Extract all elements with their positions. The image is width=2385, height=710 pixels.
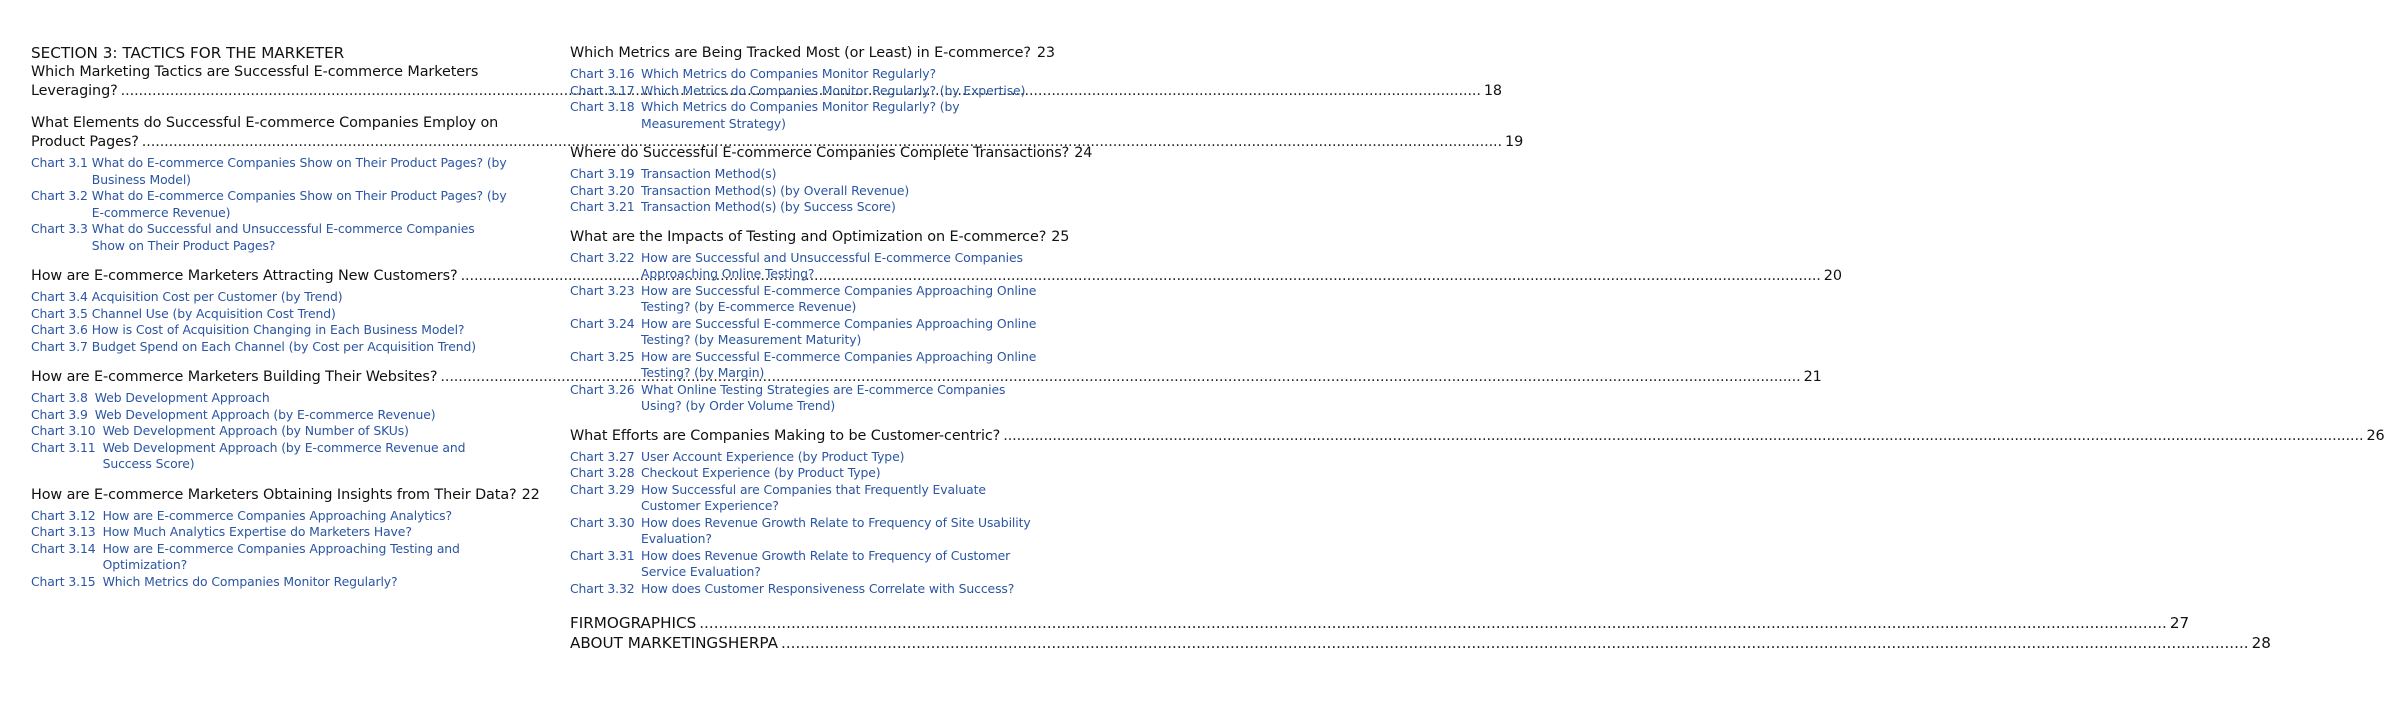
chart-entry-3-26[interactable] xyxy=(570,382,1043,415)
chart-number: Chart 3.13 xyxy=(31,524,96,539)
chart-number: Chart 3.10 xyxy=(31,423,96,438)
chart-title: Which Metrics do Companies Monitor Regularly? xyxy=(641,66,936,81)
chart-entry-3-27[interactable] xyxy=(570,449,1043,466)
chart-number: Chart 3.5 xyxy=(31,305,88,321)
chart-entry-3-1[interactable] xyxy=(31,155,509,188)
chart-number: Chart 3.29 xyxy=(570,481,635,497)
toc-heading-text: ABOUT MARKETINGSHERPA xyxy=(570,634,778,652)
chart-entry-3-20[interactable] xyxy=(570,183,1043,200)
dot-leader xyxy=(781,633,2249,653)
chart-number: Chart 3.22 xyxy=(570,249,635,265)
chart-entry-3-9[interactable] xyxy=(31,407,509,424)
chart-list xyxy=(31,289,509,355)
toc-heading-text: What Elements do Successful E-commerce Companies Employ on xyxy=(31,115,499,131)
chart-number: Chart 3.28 xyxy=(570,465,635,480)
page-number: 27 xyxy=(2169,614,2190,632)
chart-title: How are E-commerce Companies Approaching Testing and Optimization? xyxy=(102,540,460,572)
toc-heading-new-customers[interactable] xyxy=(31,267,1842,286)
chart-title: How are Successful E-commerce Companies Approaching Online Testing? (by E-commerce Revenue) xyxy=(641,282,1037,314)
chart-entry-3-32[interactable] xyxy=(570,581,1043,598)
chart-title: How does Customer Responsiveness Correlate with Success? xyxy=(641,580,1015,596)
chart-title: Checkout Experience (by Product Type) xyxy=(641,465,881,480)
chart-entry-3-6[interactable] xyxy=(31,322,509,339)
chart-title: How are Successful E-commerce Companies Approaching Online Testing? (by Margin) xyxy=(641,348,1037,380)
chart-title: What do E-commerce Companies Show on Their Product Pages? (by Business Model) xyxy=(91,155,507,187)
chart-title: How Successful are Companies that Frequently Evaluate Customer Experience? xyxy=(641,481,986,513)
toc-heading-text: Which Metrics are Being Tracked Most (or Least) in E-commerce? xyxy=(570,45,1031,61)
toc-heading-insights[interactable] xyxy=(31,486,540,505)
chart-number: Chart 3.23 xyxy=(570,282,635,298)
toc-heading-text: Where do Successful E-commerce Companies Complete Transactions? xyxy=(570,145,1070,161)
chart-list xyxy=(31,155,509,254)
chart-number: Chart 3.3 xyxy=(31,221,88,236)
chart-number: Chart 3.30 xyxy=(570,514,635,530)
chart-entry-3-15[interactable] xyxy=(31,574,509,591)
chart-entry-3-21[interactable] xyxy=(570,199,1043,216)
chart-title: How does Revenue Growth Relate to Frequency of Customer Service Evaluation? xyxy=(641,547,1011,579)
chart-entry-3-2[interactable] xyxy=(31,188,509,221)
chart-number: Chart 3.25 xyxy=(570,348,635,364)
chart-entry-3-11[interactable] xyxy=(31,440,509,473)
chart-number: Chart 3.6 xyxy=(31,322,88,337)
chart-number: Chart 3.26 xyxy=(570,381,635,397)
chart-entry-3-12[interactable] xyxy=(31,508,509,525)
chart-entry-3-18[interactable] xyxy=(570,99,1043,132)
chart-entry-3-17[interactable] xyxy=(570,83,1043,100)
chart-number: Chart 3.17 xyxy=(570,82,635,98)
chart-title: What do Successful and Unsuccessful E-commerce Companies Show on Their Product Pages? xyxy=(91,221,475,253)
chart-list xyxy=(570,166,1043,216)
chart-number: Chart 3.1 xyxy=(31,155,88,170)
toc-heading-text: What Efforts are Companies Making to be Customer-centric? xyxy=(570,427,1001,444)
chart-list xyxy=(31,508,509,591)
chart-title: Which Metrics do Companies Monitor Regularly? (by Measurement Strategy) xyxy=(641,99,960,131)
chart-number: Chart 3.8 xyxy=(31,390,88,405)
chart-title: How are Successful and Unsuccessful E-commerce Companies Approaching Online Testing? xyxy=(641,249,1023,281)
chart-number: Chart 3.2 xyxy=(31,188,88,203)
chart-list xyxy=(570,449,1043,598)
page-number: 20 xyxy=(1823,268,1842,284)
chart-title: What do E-commerce Companies Show on Their Product Pages? (by E-commerce Revenue) xyxy=(91,188,507,220)
chart-title: How are E-commerce Companies Approaching Analytics? xyxy=(102,507,452,523)
toc-heading-customer-centric[interactable] xyxy=(570,427,2385,446)
chart-number: Chart 3.18 xyxy=(570,99,635,114)
chart-entry-3-24[interactable] xyxy=(570,316,1043,349)
chart-number: Chart 3.11 xyxy=(31,439,96,455)
chart-number: Chart 3.24 xyxy=(570,315,635,331)
chart-number: Chart 3.32 xyxy=(570,580,635,596)
chart-number: Chart 3.16 xyxy=(570,66,635,81)
chart-title: Budget Spend on Each Channel (by Cost per Acquisition Trend) xyxy=(91,338,477,354)
toc-heading-websites[interactable] xyxy=(31,368,1822,387)
chart-entry-3-19[interactable] xyxy=(570,166,1043,183)
toc-entry-firmographics[interactable] xyxy=(570,613,2190,633)
toc-heading-text: How are E-commerce Marketers Building Their Websites? xyxy=(31,369,438,385)
chart-entry-3-7[interactable] xyxy=(31,339,509,356)
chart-title: Web Development Approach (by E-commerce Revenue) xyxy=(94,406,436,422)
toc-heading-testing[interactable] xyxy=(570,228,1070,247)
chart-title: Which Metrics do Companies Monitor Regularly? (by Expertise) xyxy=(641,82,1026,98)
toc-heading-text: Product Pages? xyxy=(31,134,139,150)
page-number: 25 xyxy=(1051,228,1070,245)
toc-entry-about-marketingsherpa[interactable] xyxy=(570,633,2271,653)
chart-entry-3-31[interactable] xyxy=(570,548,1043,581)
chart-entry-3-5[interactable] xyxy=(31,306,509,323)
chart-list xyxy=(31,390,509,473)
chart-title: Web Development Approach xyxy=(94,390,270,405)
page-number: 24 xyxy=(1074,145,1093,161)
chart-title: Channel Use (by Acquisition Cost Trend) xyxy=(91,305,336,321)
chart-title: How Much Analytics Expertise do Marketers Have? xyxy=(102,524,412,539)
page-number: 22 xyxy=(521,486,540,503)
toc-heading-metrics[interactable] xyxy=(570,44,1055,63)
chart-list xyxy=(570,66,1043,132)
chart-entry-3-10[interactable] xyxy=(31,423,509,440)
chart-title: How is Cost of Acquisition Changing in Each Business Model? xyxy=(91,322,465,337)
chart-entry-3-13[interactable] xyxy=(31,524,509,541)
chart-number: Chart 3.15 xyxy=(31,573,96,589)
chart-entry-3-28[interactable] xyxy=(570,465,1043,482)
toc-heading-text: How are E-commerce Marketers Attracting New Customers? xyxy=(31,268,458,284)
chart-number: Chart 3.4 xyxy=(31,289,88,304)
toc-heading-text: What are the Impacts of Testing and Optimization on E-commerce? xyxy=(570,228,1047,245)
page-number: 26 xyxy=(2366,427,2385,444)
chart-entry-3-8[interactable] xyxy=(31,390,509,407)
chart-number: Chart 3.20 xyxy=(570,182,635,198)
dot-leader xyxy=(699,613,2167,633)
page-number: 23 xyxy=(1036,45,1055,61)
chart-list xyxy=(570,250,1043,415)
chart-title: How are Successful E-commerce Companies Approaching Online Testing? (by Measurement Maturity) xyxy=(641,315,1037,347)
chart-title: Transaction Method(s) (by Overall Revenue) xyxy=(641,182,910,198)
chart-number: Chart 3.21 xyxy=(570,199,635,214)
toc-heading-text: How are E-commerce Marketers Obtaining Insights from Their Data? xyxy=(31,486,517,503)
page-number: 21 xyxy=(1803,369,1822,385)
toc-heading-text: Leveraging? xyxy=(31,83,118,99)
chart-entry-3-23[interactable] xyxy=(570,283,1043,316)
page-number: 28 xyxy=(2251,634,2271,652)
chart-number: Chart 3.7 xyxy=(31,338,88,354)
toc-heading-text: FIRMOGRAPHICS xyxy=(570,614,697,632)
dot-leader xyxy=(1003,427,2363,446)
chart-title: Transaction Method(s) xyxy=(641,166,777,181)
chart-title: Web Development Approach (by E-commerce Revenue and Success Score) xyxy=(102,439,466,471)
chart-number: Chart 3.31 xyxy=(570,547,635,563)
chart-title: What Online Testing Strategies are E-commerce Companies Using? (by Order Volume Trend) xyxy=(641,381,1006,413)
chart-title: Which Metrics do Companies Monitor Regularly? xyxy=(102,573,398,589)
chart-number: Chart 3.27 xyxy=(570,448,635,464)
chart-number: Chart 3.14 xyxy=(31,540,96,556)
toc-right-column xyxy=(570,44,2385,653)
chart-entry-3-22[interactable] xyxy=(570,250,1043,283)
chart-entry-3-4[interactable] xyxy=(31,289,509,306)
chart-entry-3-16[interactable] xyxy=(570,66,1043,83)
chart-entry-3-25[interactable] xyxy=(570,349,1043,382)
chart-number: Chart 3.9 xyxy=(31,406,88,422)
toc-heading-text: Which Marketing Tactics are Successful E-commerce Marketers xyxy=(31,64,479,80)
page-number: 19 xyxy=(1505,134,1524,150)
chart-entry-3-30[interactable] xyxy=(570,515,1043,548)
chart-title: Acquisition Cost per Customer (by Trend) xyxy=(91,289,343,304)
chart-number: Chart 3.19 xyxy=(570,166,635,181)
page-number: 18 xyxy=(1483,83,1502,99)
chart-number: Chart 3.12 xyxy=(31,507,96,523)
toc-heading-transactions[interactable] xyxy=(570,144,1093,163)
chart-entry-3-14[interactable] xyxy=(31,541,509,574)
chart-title: Web Development Approach (by Number of SKUs) xyxy=(102,423,409,438)
chart-title: How does Revenue Growth Relate to Frequency of Site Usability Evaluation? xyxy=(641,514,1031,546)
chart-title: User Account Experience (by Product Type) xyxy=(641,448,905,464)
chart-entry-3-3[interactable] xyxy=(31,221,509,254)
section-title: SECTION 3: TACTICS FOR THE MARKETER xyxy=(31,44,345,62)
chart-entry-3-29[interactable] xyxy=(570,482,1043,515)
chart-title: Transaction Method(s) (by Success Score) xyxy=(641,199,896,214)
